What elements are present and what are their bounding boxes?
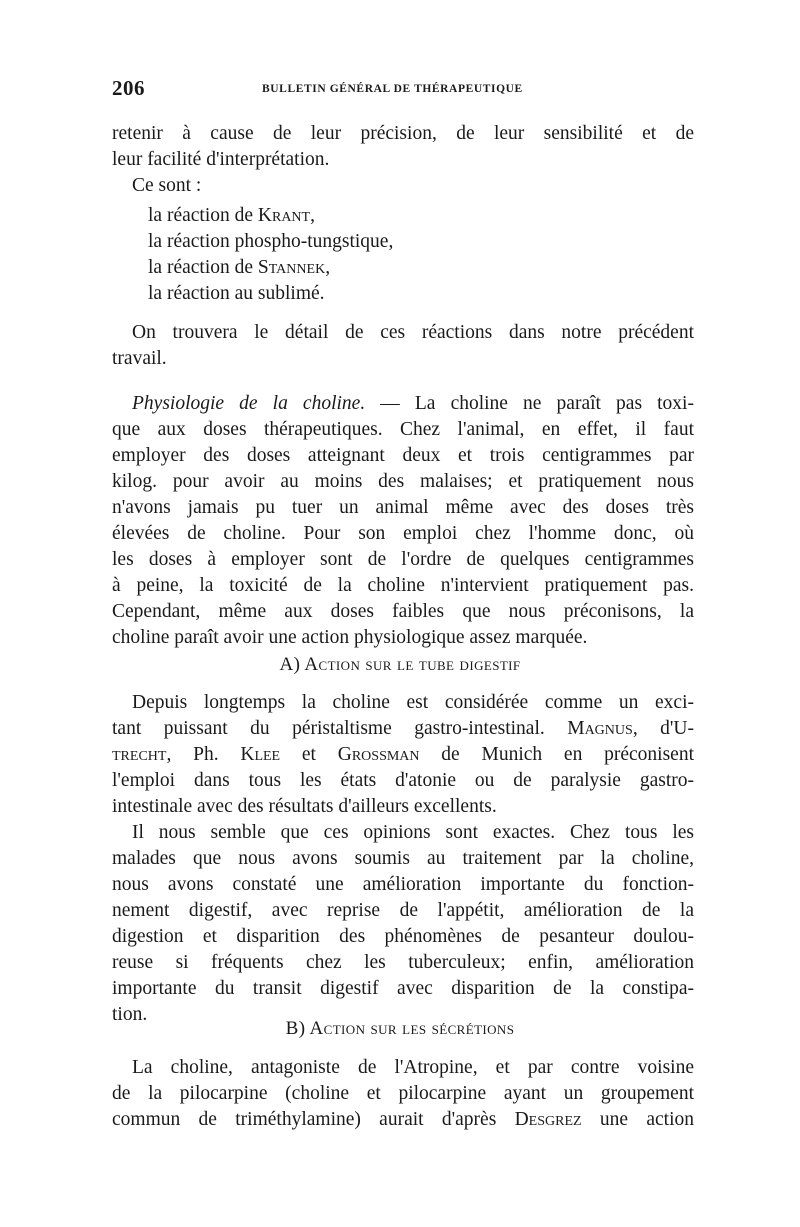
detail-paragraph: [112, 320, 694, 372]
text-line: tion.: [112, 1004, 148, 1025]
author-name: Stannek: [257, 257, 326, 278]
list-item: la réaction au sublimé.: [148, 283, 325, 304]
text-line: n'avons jamais pu tuer un animal même avec des doses très: [112, 497, 694, 518]
section-b-heading: B) Action sur les sécrétions: [285, 1018, 515, 1039]
text-line: tant puissant du péristaltisme gastro-intestinal. Magnus, d'U-: [112, 718, 695, 739]
author-name: Magnus: [567, 718, 633, 739]
text-line: choline paraît avoir une action physiologique assez marquée.: [112, 627, 588, 648]
page-number: 206: [112, 76, 145, 100]
text-line: La choline, antagoniste de l'Atropine, et par contre voisine: [132, 1057, 694, 1078]
text-line: retenir à cause de leur précision, de leur sensibilité et de: [112, 123, 694, 144]
list-item: la réaction de Krant,: [148, 205, 315, 226]
text-line: On trouvera le détail de ces réactions dans notre précédent: [132, 322, 694, 343]
text-line: Ce sont :: [132, 175, 202, 196]
text-line: Cependant, même aux doses faibles que nous préconisons, la: [112, 601, 694, 622]
text-line: employer des doses atteignant deux et trois centigrammes par: [112, 445, 694, 466]
reaction-list: [112, 203, 694, 307]
text-line: Physiologie de la choline. — La choline ne paraît pas toxi-: [132, 393, 694, 414]
text-line: nement digestif, avec reprise de l'appétit, amélioration de la: [112, 900, 694, 921]
text-line: de la pilocarpine (choline et pilocarpine ayant un groupement: [112, 1083, 694, 1104]
text-line: que aux doses thérapeutiques. Chez l'animal, en effet, il faut: [112, 419, 694, 440]
subsection-title: Physiologie de la choline.: [132, 393, 366, 414]
author-name: Grossman: [337, 744, 420, 765]
author-name: Desgrez: [514, 1109, 582, 1130]
text-line: intestinale avec des résultats d'ailleurs excellents.: [112, 796, 497, 817]
author-name: Klee: [240, 744, 281, 765]
text-line: nous avons constaté une amélioration importante du fonction-: [112, 874, 694, 895]
author-name: Krant: [257, 205, 311, 226]
text-line: importante du transit digestif avec disparition de la constipa-: [112, 978, 694, 999]
text-line: les doses à employer sont de l'ordre de quelques centigrammes: [112, 549, 694, 570]
text-line: malades que nous avons soumis au traitement par la choline,: [112, 848, 694, 869]
text-line: reuse si fréquents chez les tuberculeux; enfin, amélioration: [112, 952, 694, 973]
text-line: l'emploi dans tous les états d'atonie ou de paralysie gastro-: [112, 770, 694, 791]
text-line: Il nous semble que ces opinions sont exactes. Chez tous les: [132, 822, 694, 843]
list-item: la réaction phospho-tungstique,: [148, 231, 394, 252]
intro-paragraph: [112, 121, 694, 199]
text-line: kilog. pour avoir au moins des malaises; et pratiquement nous: [112, 471, 694, 492]
running-title: BULLETIN GÉNÉRAL DE THÉRAPEUTIQUE: [262, 83, 523, 95]
physiology-paragraph: [112, 391, 694, 651]
section-a-paragraph-1: [112, 690, 694, 820]
text-line: leur facilité d'interprétation.: [112, 149, 330, 170]
list-item: la réaction de Stannek,: [148, 257, 331, 278]
text-line: digestion et disparition des phénomènes de pesanteur doulou-: [112, 926, 694, 947]
text-line: travail.: [112, 348, 167, 369]
section-b-paragraph: [112, 1055, 694, 1133]
text-line: à peine, la toxicité de la choline n'intervient pratiquement pas.: [112, 575, 694, 596]
author-name: trecht: [112, 744, 167, 765]
text-line: Depuis longtemps la choline est considérée comme un exci-: [132, 692, 694, 713]
section-a-paragraph-2: [112, 820, 694, 1028]
text-line: élevées de choline. Pour son emploi chez l'homme donc, où: [112, 523, 694, 544]
section-a-heading: A) Action sur le tube digestif: [279, 654, 521, 675]
text-line: commun de triméthylamine) aurait d'après Desgrez une action: [112, 1109, 694, 1130]
text-line: trecht, Ph. Klee et Grossman de Munich en préconisent: [112, 744, 694, 765]
